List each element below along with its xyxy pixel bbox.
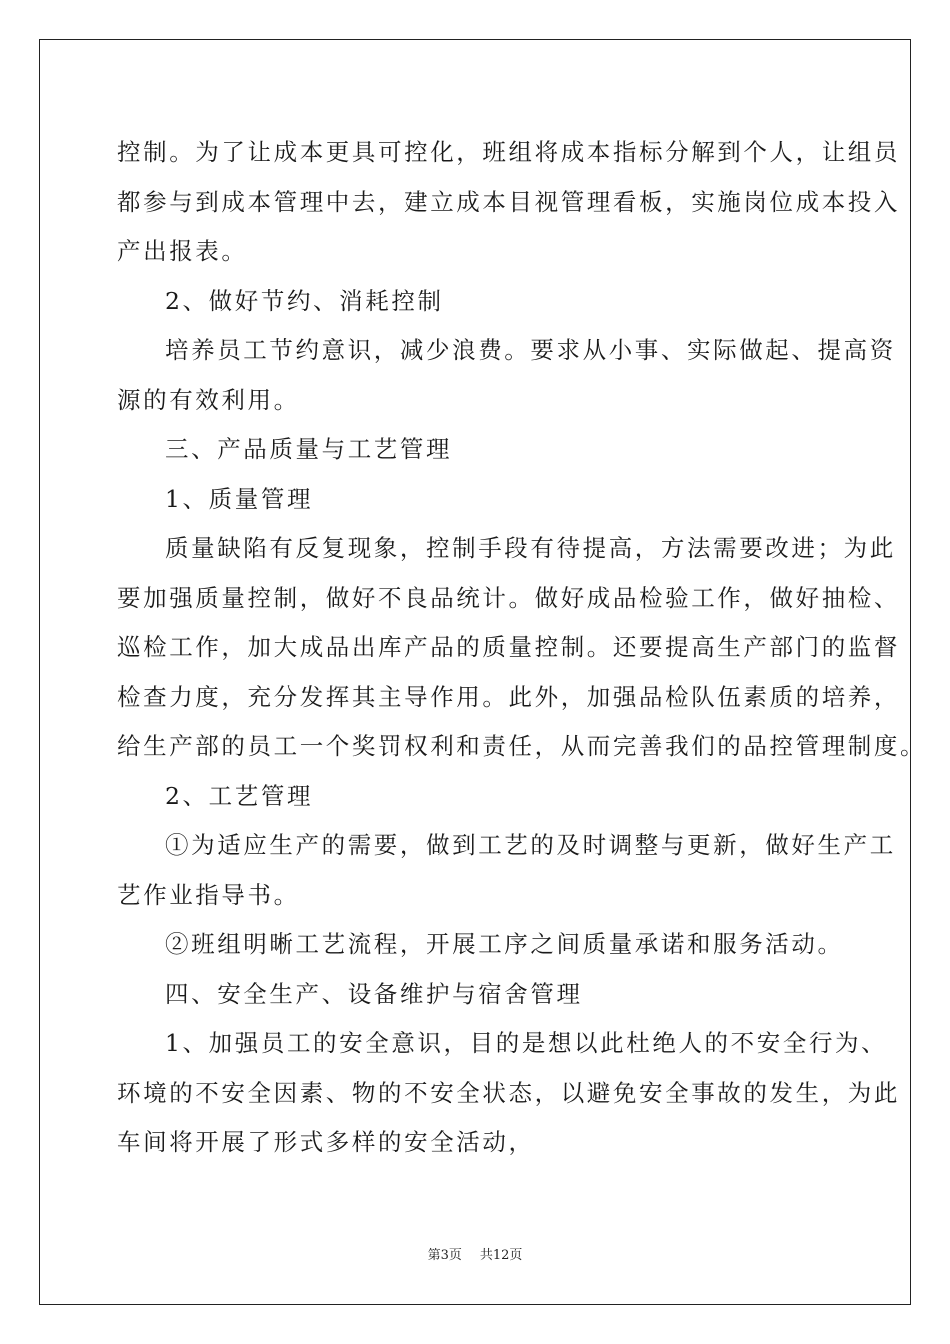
text-line: 2、工艺管理 <box>165 781 314 810</box>
text-line: 车间将开展了形式多样的安全活动， <box>117 1128 535 1156</box>
text-line: 源的有效利用。 <box>117 385 300 414</box>
text-line: 检查力度，充分发挥其主导作用。此外，加强品检队伍素质的培养， <box>117 682 900 711</box>
text-line: 控制。为了让成本更具可控化，班组将成本指标分解到个人，让组员 <box>117 138 900 166</box>
text-line: 巡检工作，加大成品出库产品的质量控制。还要提高生产部门的监督 <box>117 633 900 661</box>
text-line: 给生产部的员工一个奖罚权利和责任，从而完善我们的品控管理制度。 <box>117 732 927 760</box>
text-line: 2、做好节约、消耗控制 <box>165 286 444 315</box>
text-line: 1、加强员工的安全意识，目的是想以此杜绝人的不安全行为、 <box>165 1029 888 1057</box>
text-line: 1、质量管理 <box>165 484 314 513</box>
document-body <box>117 128 927 1168</box>
text-line: ①为适应生产的需要，做到工艺的及时调整与更新，做好生产工 <box>165 831 896 859</box>
text-line: ②班组明晰工艺流程，开展工序之间质量承诺和服务活动。 <box>165 930 844 958</box>
text-line: 三、产品质量与工艺管理 <box>165 435 453 463</box>
page-total: 共12页 <box>479 1248 523 1263</box>
text-line: 环境的不安全因素、物的不安全状态，以避免安全事故的发生，为此 <box>117 1078 900 1107</box>
page-number: 第3页 <box>427 1248 462 1263</box>
page-footer <box>0 1244 950 1263</box>
text-line: 培养员工节约意识，减少浪费。要求从小事、实际做起、提高资 <box>165 336 896 364</box>
text-line: 都参与到成本管理中去，建立成本目视管理看板，实施岗位成本投入 <box>117 187 900 216</box>
text-line: 艺作业指导书。 <box>117 880 300 909</box>
text-line: 质量缺陷有反复现象，控制手段有待提高，方法需要改进；为此 <box>165 534 896 562</box>
text-line: 产出报表。 <box>117 237 248 265</box>
text-line: 四、安全生产、设备维护与宿舍管理 <box>165 979 583 1008</box>
text-line: 要加强质量控制，做好不良品统计。做好成品检验工作，做好抽检、 <box>117 583 900 612</box>
